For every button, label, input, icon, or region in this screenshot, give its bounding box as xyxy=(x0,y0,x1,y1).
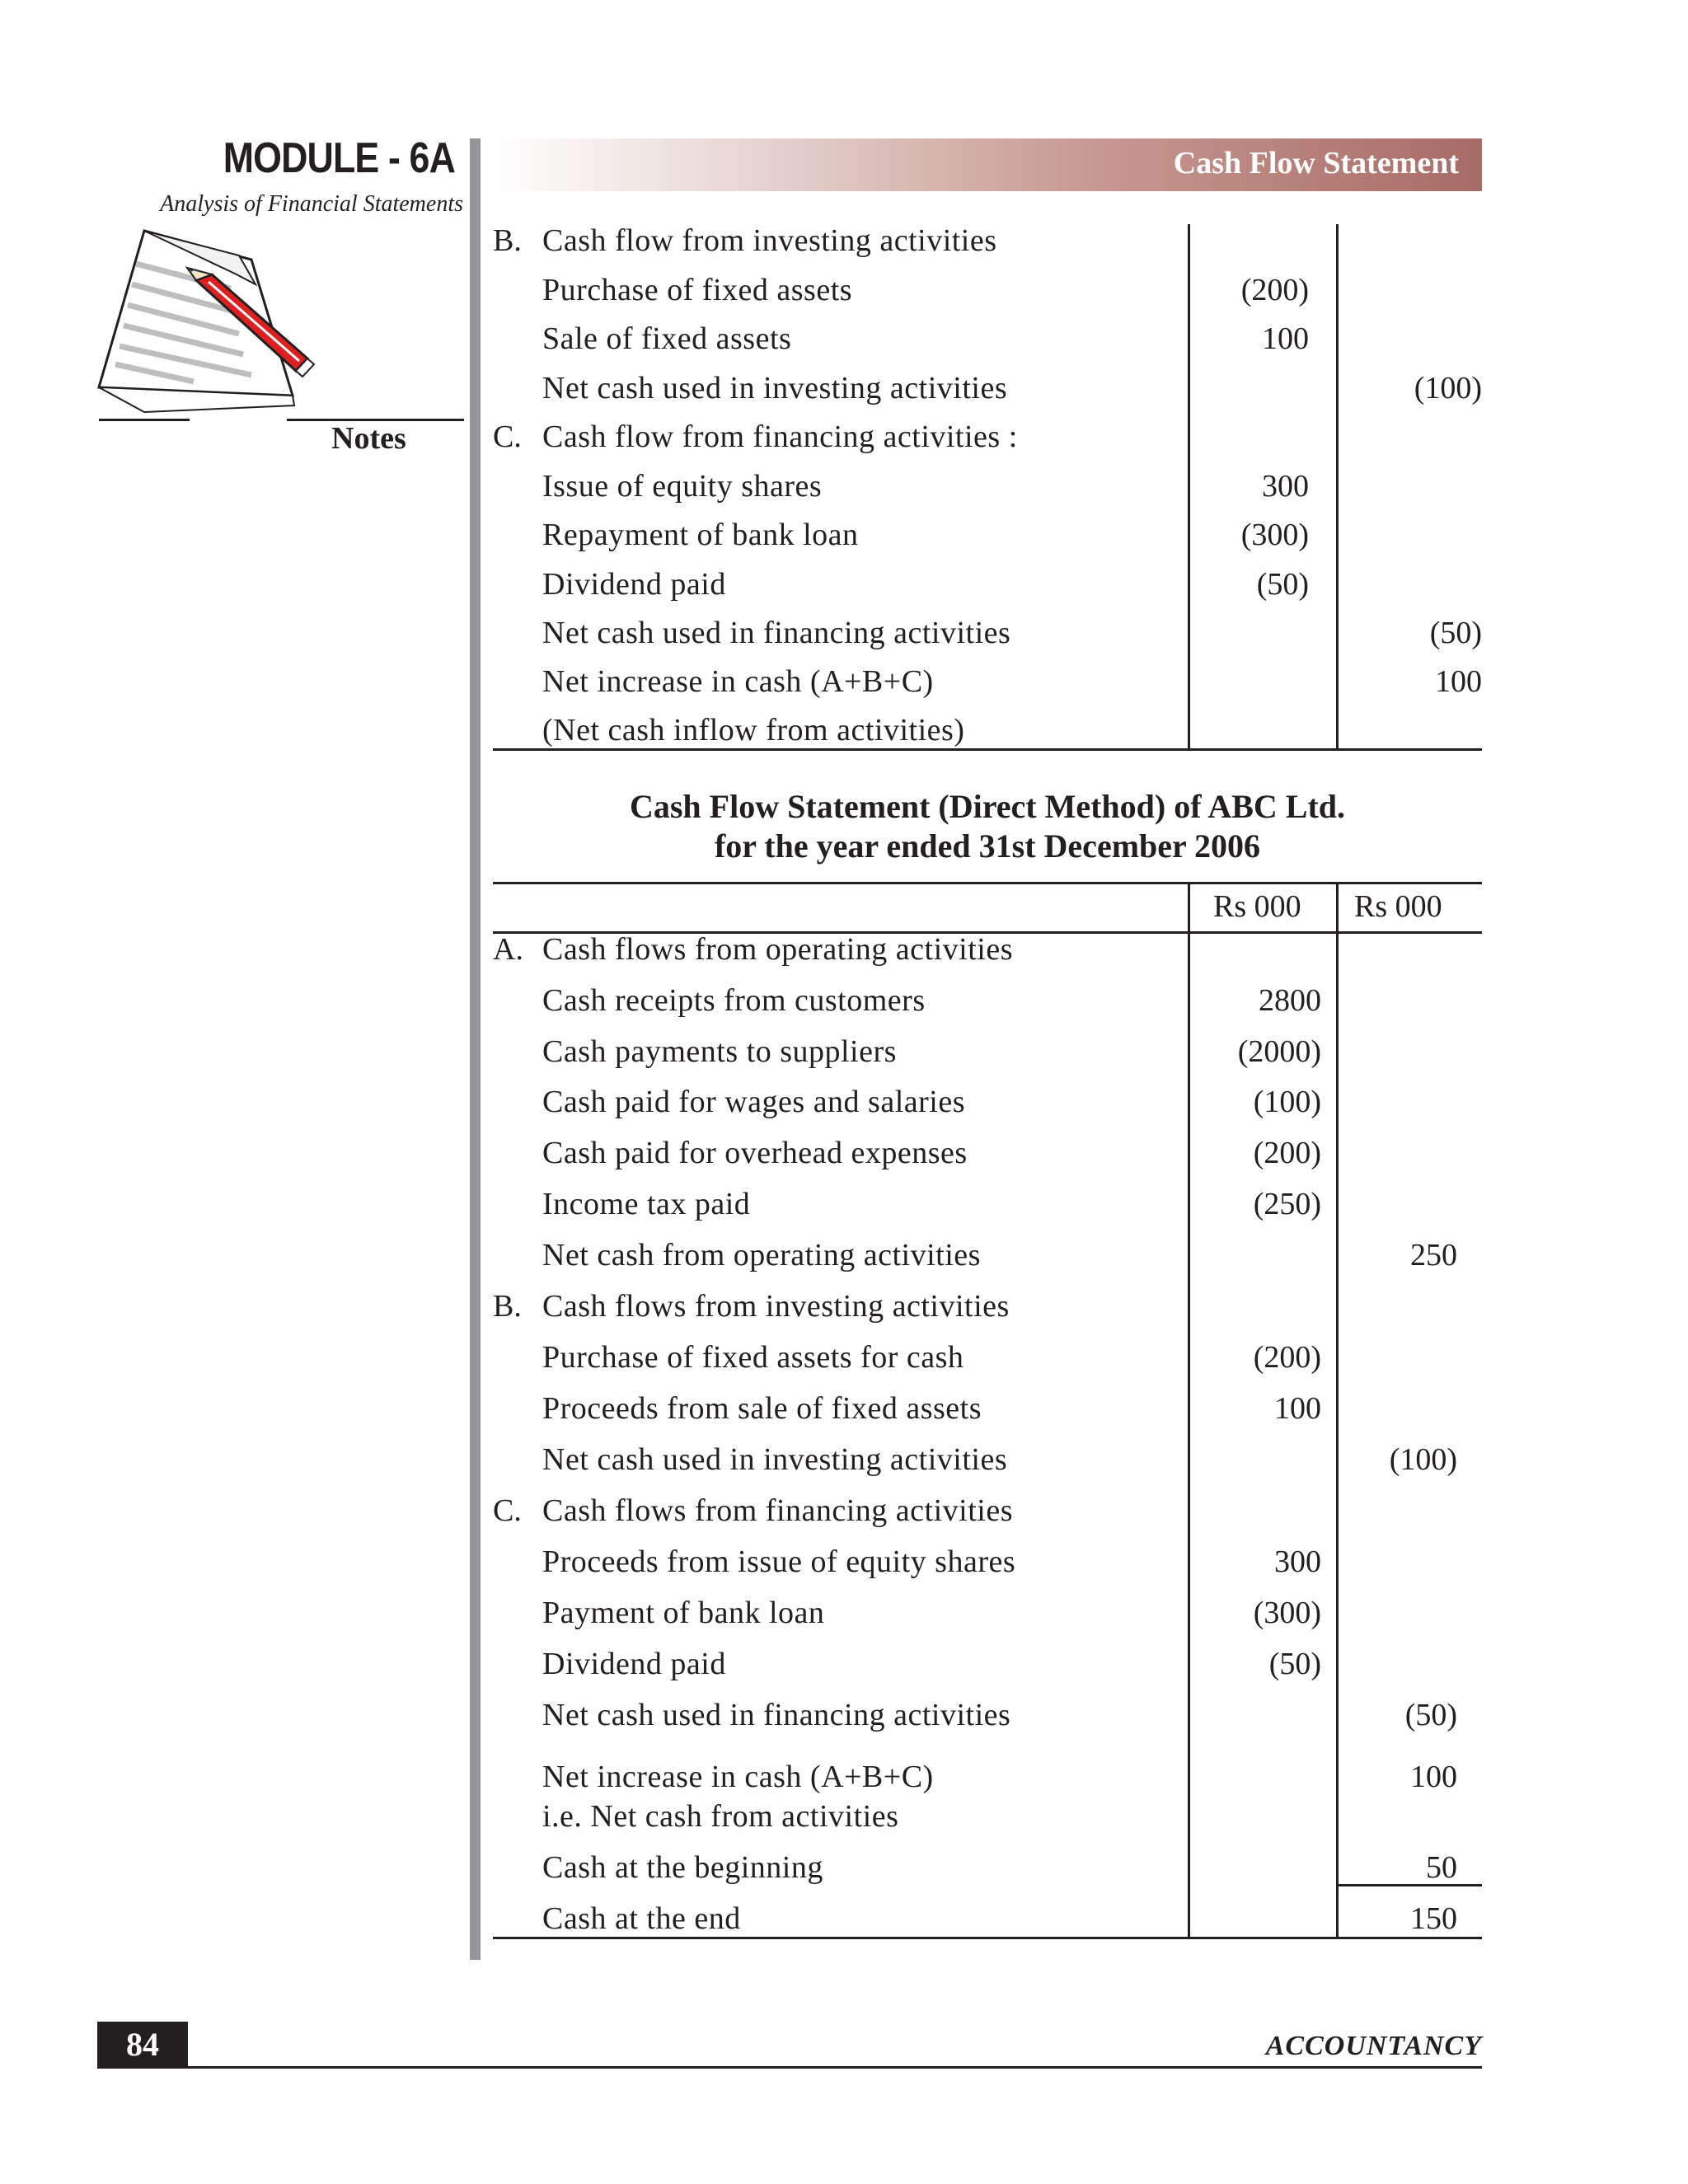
row-value-col1: (250) xyxy=(1253,1187,1321,1221)
row-value-col2: 250 xyxy=(1410,1238,1457,1272)
row-value-col2: (50) xyxy=(1404,1698,1457,1732)
row-text: Purchase of fixed assets xyxy=(542,273,853,307)
row-text: Net cash used in financing activities xyxy=(542,616,1011,650)
margin-bar xyxy=(470,138,481,1960)
table-row-net-increase xyxy=(493,1756,1482,1797)
table-row xyxy=(493,710,1482,751)
row-text: Net cash used in investing activities xyxy=(542,371,1008,405)
row-text: Cash flow from financing activities : xyxy=(542,419,1018,454)
table-row xyxy=(493,514,1482,555)
table-row xyxy=(493,1235,1482,1276)
row-text: Net increase in cash (A+B+C) xyxy=(542,1760,934,1794)
row-value-col1: (300) xyxy=(1253,1596,1321,1630)
table-row xyxy=(493,1439,1482,1480)
row-text: Net cash used in investing activities xyxy=(542,1442,1008,1477)
notes-label: Notes xyxy=(331,421,406,456)
table2-top-rule xyxy=(493,882,1482,884)
table-row xyxy=(493,1081,1482,1122)
row-value-col1: 100 xyxy=(1274,1391,1321,1426)
row-value-col2: (100) xyxy=(1389,1442,1457,1477)
row-value-col1: (2000) xyxy=(1237,1034,1321,1069)
row-text: Proceeds from sale of fixed assets xyxy=(542,1391,982,1426)
table-row xyxy=(493,1490,1482,1531)
row-text: Cash paid for overhead expenses xyxy=(542,1136,968,1170)
row-text: Cash receipts from customers xyxy=(542,983,926,1018)
page-number: 84 xyxy=(97,2022,188,2068)
column-header-rs000-1: Rs 000 xyxy=(1213,889,1301,924)
table-row xyxy=(493,269,1482,311)
table-row xyxy=(493,1337,1482,1378)
row-text: Cash at the end xyxy=(542,1901,741,1936)
row-text: Dividend paid xyxy=(542,1647,726,1681)
table-row xyxy=(493,1031,1482,1072)
table-row xyxy=(493,416,1482,457)
table2-title-line2: for the year ended 31st December 2006 xyxy=(714,827,1261,865)
table-row xyxy=(493,220,1482,261)
table-row xyxy=(493,1132,1482,1174)
chapter-title: Cash Flow Statement xyxy=(1173,146,1459,180)
row-value-col2: 150 xyxy=(1410,1901,1457,1936)
table-row xyxy=(493,1388,1482,1429)
table-row xyxy=(493,980,1482,1021)
table-row-cash-beginning xyxy=(493,1847,1482,1888)
table-row xyxy=(493,1694,1482,1736)
table-row-net-cash-activities xyxy=(493,1796,1482,1837)
row-value-col1: (50) xyxy=(1256,567,1309,602)
row-text: Cash flow from investing activities xyxy=(542,223,997,258)
row-label: C. xyxy=(493,419,522,454)
row-value-col1: 100 xyxy=(1262,321,1309,356)
row-value-col1: 300 xyxy=(1274,1544,1321,1579)
row-value-col2: 100 xyxy=(1410,1760,1457,1794)
module-subtitle: Analysis of Financial Statements xyxy=(160,191,463,217)
table-row xyxy=(493,661,1482,702)
row-text: Cash at the beginning xyxy=(542,1850,823,1885)
row-text: Cash flows from operating activities xyxy=(542,932,1013,967)
table-row xyxy=(493,1541,1482,1582)
row-text: Dividend paid xyxy=(542,567,726,602)
footer-rule xyxy=(97,2066,1482,2069)
row-text: Net increase in cash (A+B+C) xyxy=(542,664,934,699)
row-text: Cash flows from investing activities xyxy=(542,1289,1010,1324)
row-label: B. xyxy=(493,223,522,258)
row-text: Payment of bank loan xyxy=(542,1596,825,1630)
row-value-col1: (100) xyxy=(1253,1085,1321,1119)
row-value-col1: (200) xyxy=(1240,273,1309,307)
table-row xyxy=(493,466,1482,507)
notes-rule-left xyxy=(99,419,190,421)
row-text: i.e. Net cash from activities xyxy=(542,1799,899,1834)
row-text: Cash flows from financing activities xyxy=(542,1493,1013,1528)
table-row xyxy=(493,1286,1482,1327)
row-value-col1: 300 xyxy=(1262,469,1309,504)
row-value-col1: (200) xyxy=(1253,1136,1321,1170)
row-value-col1: (50) xyxy=(1268,1647,1321,1681)
row-value-col2: 100 xyxy=(1435,664,1482,699)
row-value-col2: 50 xyxy=(1426,1850,1457,1885)
table-row xyxy=(493,1592,1482,1633)
row-text: Cash paid for wages and salaries xyxy=(542,1085,966,1119)
column-header-rs000-2: Rs 000 xyxy=(1354,889,1442,924)
book-title: ACCOUNTANCY xyxy=(1265,2031,1482,2061)
table-row xyxy=(493,1643,1482,1685)
row-text: Proceeds from issue of equity shares xyxy=(542,1544,1016,1579)
table-row xyxy=(493,612,1482,654)
row-text: Cash payments to suppliers xyxy=(542,1034,897,1069)
row-label: B. xyxy=(493,1289,522,1324)
row-text: Repayment of bank loan xyxy=(542,518,859,552)
header-band xyxy=(493,138,1482,191)
row-value-col1: (200) xyxy=(1253,1340,1321,1375)
table-row xyxy=(493,564,1482,605)
row-value-col1: 2800 xyxy=(1259,983,1321,1018)
row-text: Net cash used in financing activities xyxy=(542,1698,1011,1732)
row-text: Income tax paid xyxy=(542,1187,751,1221)
table-row-cash-end xyxy=(493,1898,1482,1939)
module-title: MODULE - 6A xyxy=(223,134,455,182)
row-text: Issue of equity shares xyxy=(542,469,823,504)
row-text: Purchase of fixed assets for cash xyxy=(542,1340,964,1375)
row-text: Sale of fixed assets xyxy=(542,321,792,356)
row-label: A. xyxy=(493,932,523,967)
row-text: (Net cash inflow from activities) xyxy=(542,713,965,748)
row-text: Net cash from operating activities xyxy=(542,1238,981,1272)
row-value-col2: (100) xyxy=(1414,371,1482,405)
row-value-col2: (50) xyxy=(1429,616,1482,650)
table-row xyxy=(493,318,1482,359)
table2-title-line1: Cash Flow Statement (Direct Method) of ABC Ltd. xyxy=(629,788,1346,825)
table-row xyxy=(493,368,1482,409)
table-row xyxy=(493,1183,1482,1225)
row-label: C. xyxy=(493,1493,522,1528)
row-value-col1: (300) xyxy=(1240,518,1309,552)
table-row xyxy=(493,929,1482,970)
